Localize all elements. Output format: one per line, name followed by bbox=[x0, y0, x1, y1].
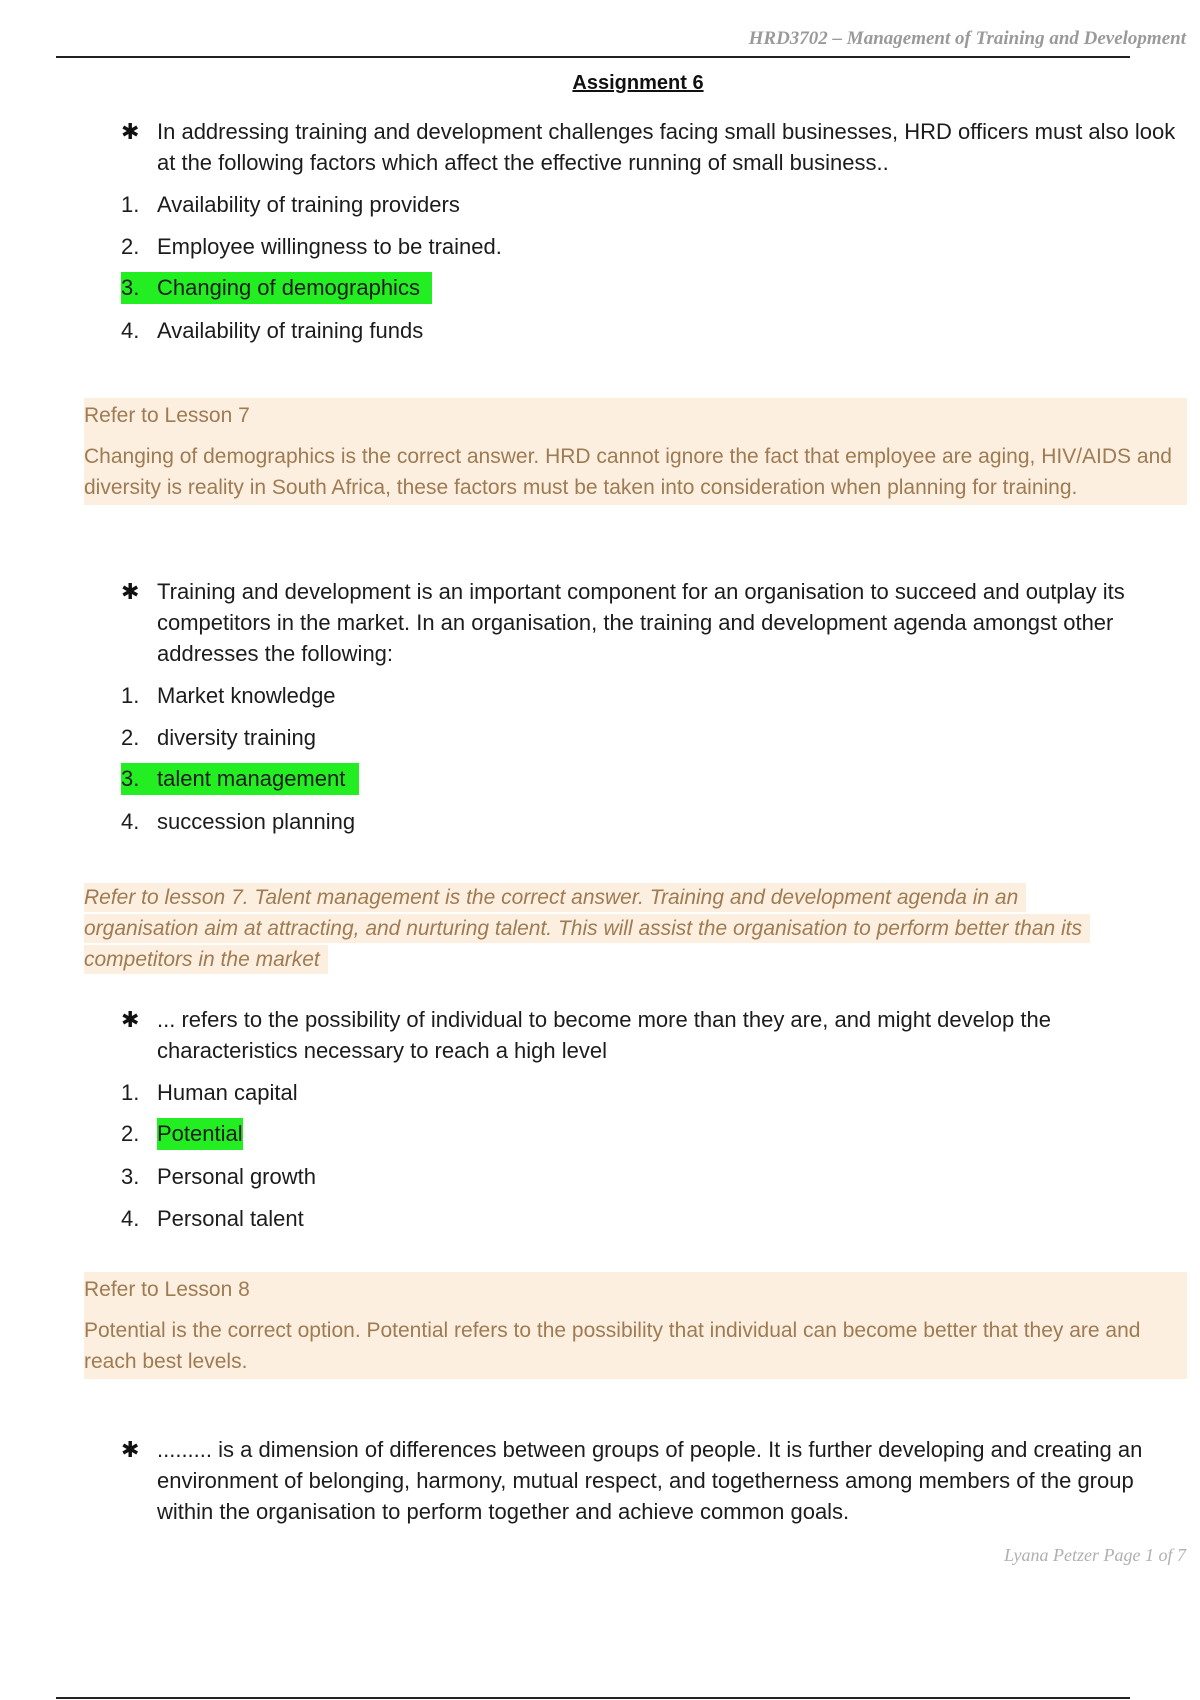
option: 2. Employee willingness to be trained. bbox=[121, 234, 502, 259]
option: 4. succession planning bbox=[121, 809, 356, 834]
option: 2. diversity training bbox=[121, 725, 316, 750]
feedback-box bbox=[84, 1272, 1187, 1379]
asterisk-bullet-icon: ✱ bbox=[121, 119, 140, 144]
feedback-text-line: organisation aim at attracting, and nurturing talent. This will assist the organisation to perform better than its bbox=[84, 914, 1090, 943]
option: 4. Availability of training funds bbox=[121, 318, 424, 343]
option: 1. Market knowledge bbox=[121, 683, 336, 708]
option: 1. Availability of training providers bbox=[121, 192, 460, 217]
question-stem: ✱ In addressing training and development challenges facing small businesses, HRD officers must also look at the following factors which affect the effective running of small business.. bbox=[0, 116, 1200, 178]
asterisk-bullet-icon: ✱ bbox=[121, 579, 140, 604]
asterisk-bullet-icon: ✱ bbox=[121, 1007, 140, 1032]
feedback-text: Potential is the correct option. Potential refers to the possibility that individual can become better that they are and reach best levels. bbox=[84, 1319, 1141, 1373]
feedback-box bbox=[84, 398, 1187, 505]
question-2 bbox=[0, 576, 1200, 843]
feedback-text: Changing of demographics is the correct answer. HRD cannot ignore the fact that employee are aging, HIV/AIDS and diversity is reality in South Africa, these factors must be taken into consideration when planning for training. bbox=[84, 445, 1172, 499]
page-title: Assignment 6 bbox=[572, 72, 704, 94]
correct-option: 2. Potential bbox=[0, 1114, 1200, 1156]
question-3 bbox=[0, 1004, 1200, 1240]
question-1 bbox=[0, 116, 1200, 352]
page-footer: Lyana Petzer Page 1 of 7 bbox=[1004, 1545, 1186, 1565]
feedback-text-line: Refer to lesson 7. Talent management is the correct answer. Training and development agenda in an bbox=[84, 883, 1026, 912]
feedback-reference: Refer to Lesson 7 bbox=[84, 404, 250, 427]
question-stem: ✱ ......... is a dimension of differences between groups of people. It is further developing and creating an environment of belonging, harmony, mutual respect, and togetherness among members of the group within the organisation to perform together and achieve common goals. bbox=[0, 1434, 1200, 1527]
feedback-text-line: competitors in the market bbox=[84, 945, 328, 974]
question-4 bbox=[0, 1434, 1200, 1527]
feedback-box bbox=[84, 880, 1194, 977]
correct-option: 3. talent management bbox=[0, 759, 1200, 801]
feedback-reference: Refer to Lesson 8 bbox=[84, 1278, 250, 1301]
asterisk-bullet-icon: ✱ bbox=[121, 1437, 140, 1462]
question-stem: ✱ ... refers to the possibility of individual to become more than they are, and might develop the characteristics necessary to reach a high level bbox=[0, 1004, 1200, 1066]
correct-option: 3. Changing of demographics bbox=[0, 268, 1200, 310]
question-stem: ✱ Training and development is an important component for an organisation to succeed and outplay its competitors in the market. In an organisation, the training and development agenda amongst other addresses the following: bbox=[0, 576, 1200, 669]
option: 1. Human capital bbox=[121, 1080, 298, 1105]
highlighted-answer-text: Potential bbox=[157, 1118, 243, 1150]
running-header: HRD3702 – Management of Training and Development bbox=[748, 28, 1186, 49]
footer-divider bbox=[56, 1697, 1130, 1699]
option: 4. Personal talent bbox=[121, 1206, 304, 1231]
header-divider bbox=[56, 56, 1130, 58]
option: 3. Personal growth bbox=[121, 1164, 316, 1189]
